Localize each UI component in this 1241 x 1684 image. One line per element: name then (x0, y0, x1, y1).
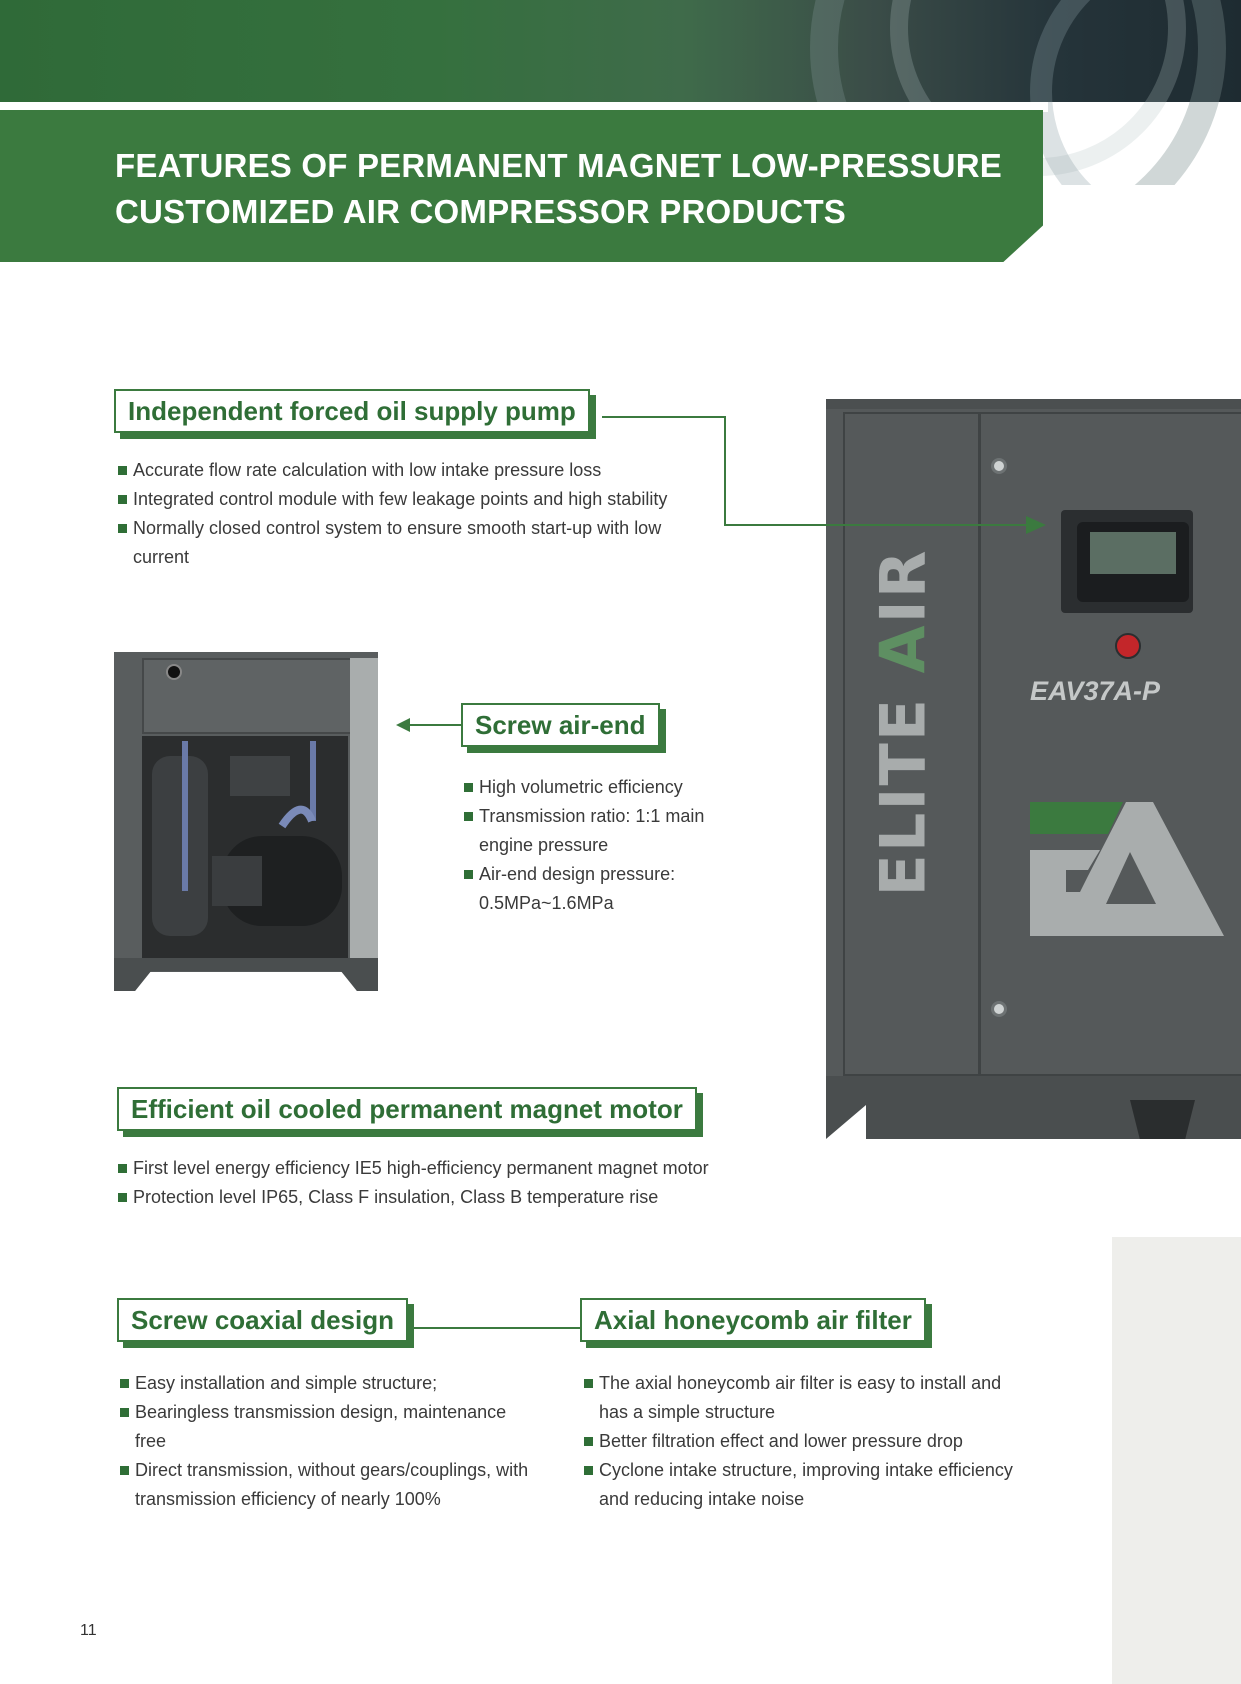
list-item: High volumetric efficiency (463, 773, 733, 802)
brand-logo (866, 547, 940, 897)
brand-text-accent: A (866, 622, 940, 673)
list-item: Transmission ratio: 1:1 main engine pressure (463, 802, 733, 860)
page-title-line-2: CUSTOMIZED AIR COMPRESSOR PRODUCTS (115, 193, 847, 230)
brand-text-1: ELITE (866, 672, 940, 896)
air-end-bullets (463, 773, 733, 918)
ea-logo-icon (1028, 800, 1226, 940)
controller-display (1090, 532, 1176, 574)
emergency-stop-icon (1115, 633, 1141, 659)
connector-line (602, 416, 726, 418)
air-end-internals-icon (142, 736, 348, 958)
section-title-air-filter: Axial honeycomb air filter (580, 1298, 926, 1342)
page-title-line-1: FEATURES OF PERMANENT MAGNET LOW-PRESSURE (115, 147, 1002, 184)
side-decor-strip (1112, 1237, 1241, 1684)
bolt-icon (991, 458, 1007, 474)
connector-line (404, 724, 461, 726)
connector-line (724, 524, 1044, 526)
arrow-right-icon (1026, 516, 1046, 534)
section-title-oil-pump: Independent forced oil supply pump (114, 389, 590, 433)
connector-line (406, 1327, 580, 1329)
list-item: Integrated control module with few leakage points and high stability (117, 485, 697, 514)
compressor-foot (1130, 1100, 1195, 1139)
coaxial-bullets (119, 1369, 539, 1514)
air-filter-bullets (583, 1369, 1013, 1514)
connector-line (724, 416, 726, 526)
page-number: 11 (80, 1622, 97, 1639)
brand-text-2: IR (866, 548, 940, 623)
motor-bullets (117, 1154, 837, 1212)
oil-pump-bullets (117, 456, 697, 572)
mini-side-panel (350, 658, 378, 958)
list-item: Bearingless transmission design, maintenance free (119, 1398, 539, 1456)
list-item: Better filtration effect and lower pressure drop (583, 1427, 1013, 1456)
list-item: Air-end design pressure: 0.5MPa~1.6MPa (463, 860, 733, 918)
mini-port-icon (166, 664, 182, 680)
list-item: Normally closed control system to ensure smooth start-up with low current (117, 514, 697, 572)
model-label: EAV37A-P (1030, 676, 1161, 706)
list-item: Protection level IP65, Class F insulation, Class B temperature rise (117, 1183, 837, 1212)
bolt-icon (991, 1001, 1007, 1017)
list-item: Accurate flow rate calculation with low intake pressure loss (117, 456, 697, 485)
arrow-left-icon (396, 718, 410, 732)
list-item: Easy installation and simple structure; (119, 1369, 539, 1398)
list-item: Cyclone intake structure, improving intake efficiency and reducing intake noise (583, 1456, 1013, 1514)
page-title (115, 143, 1035, 235)
section-title-motor: Efficient oil cooled permanent magnet motor (117, 1087, 697, 1131)
mini-base (114, 958, 378, 991)
section-title-coaxial: Screw coaxial design (117, 1298, 408, 1342)
section-title-air-end: Screw air-end (461, 703, 660, 747)
list-item: First level energy efficiency IE5 high-efficiency permanent magnet motor (117, 1154, 837, 1183)
list-item: The axial honeycomb air filter is easy to install and has a simple structure (583, 1369, 1013, 1427)
compressor-top-edge (826, 399, 1241, 409)
list-item: Direct transmission, without gears/couplings, with transmission efficiency of nearly 100% (119, 1456, 539, 1514)
